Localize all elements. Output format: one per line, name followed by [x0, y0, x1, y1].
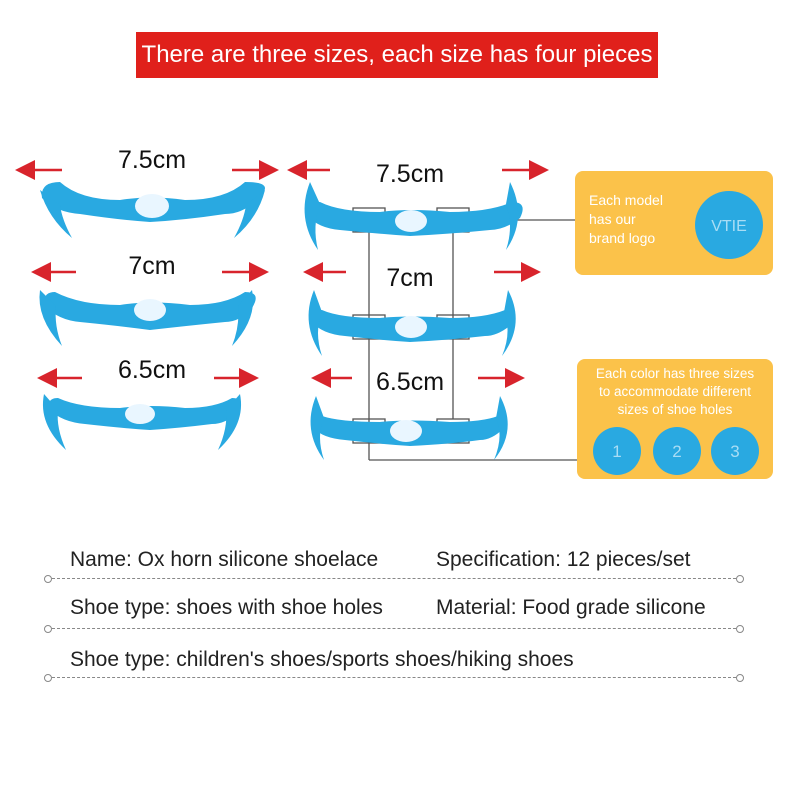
brand-logo-text: VTIE: [711, 218, 747, 235]
spec-shoe-type-1: Shoe type: shoes with shoe holes: [70, 596, 383, 619]
sizes-info-text: [581, 365, 769, 419]
brand-logo-line: Each model: [589, 192, 663, 208]
lace-right-65: [311, 396, 508, 460]
size-label-right-70: 7cm: [386, 264, 434, 292]
brand-logo-line: has our: [589, 211, 636, 227]
brand-logo-badge-icon: [693, 189, 765, 261]
spec-material: Material: Food grade silicone: [436, 596, 706, 619]
lace-left-75: [40, 182, 265, 238]
brand-logo-info-text: [589, 191, 689, 248]
lace-right-75: [305, 182, 523, 250]
lace-right-70: [309, 290, 516, 356]
size-badges: [591, 427, 763, 475]
size-badge-2-label: 2: [672, 442, 682, 461]
divider: [52, 677, 736, 678]
sizes-info-box: [577, 359, 773, 479]
brand-logo-info-box: [575, 171, 773, 275]
size-badge-1-label: 1: [612, 442, 622, 461]
size-label-left-65: 6.5cm: [117, 356, 187, 384]
lace-left-65: [43, 394, 241, 450]
spec-name: Name: Ox horn silicone shoelace: [70, 548, 379, 571]
sizes-info-line: sizes of shoe holes: [617, 402, 733, 417]
lace-left-70: [39, 290, 255, 346]
size-label-left-70: 7cm: [128, 252, 176, 280]
sizes-info-line: Each color has three sizes: [595, 366, 755, 381]
sizes-info-line: to accommodate different: [598, 384, 752, 399]
size-label-right-75: 7.5cm: [375, 160, 445, 188]
size-label-left-75: 7.5cm: [117, 146, 187, 174]
size-label-right-65: 6.5cm: [375, 368, 445, 396]
title-banner: There are three sizes, each size has four pieces: [136, 32, 658, 78]
divider: [52, 578, 736, 579]
divider: [52, 628, 736, 629]
size-badge-3-label: 3: [730, 442, 740, 461]
spec-specification: Specification: 12 pieces/set: [436, 548, 691, 571]
spec-shoe-type-2: Shoe type: children's shoes/sports shoes/hiking shoes: [70, 648, 574, 671]
brand-logo-line: brand logo: [589, 230, 656, 246]
